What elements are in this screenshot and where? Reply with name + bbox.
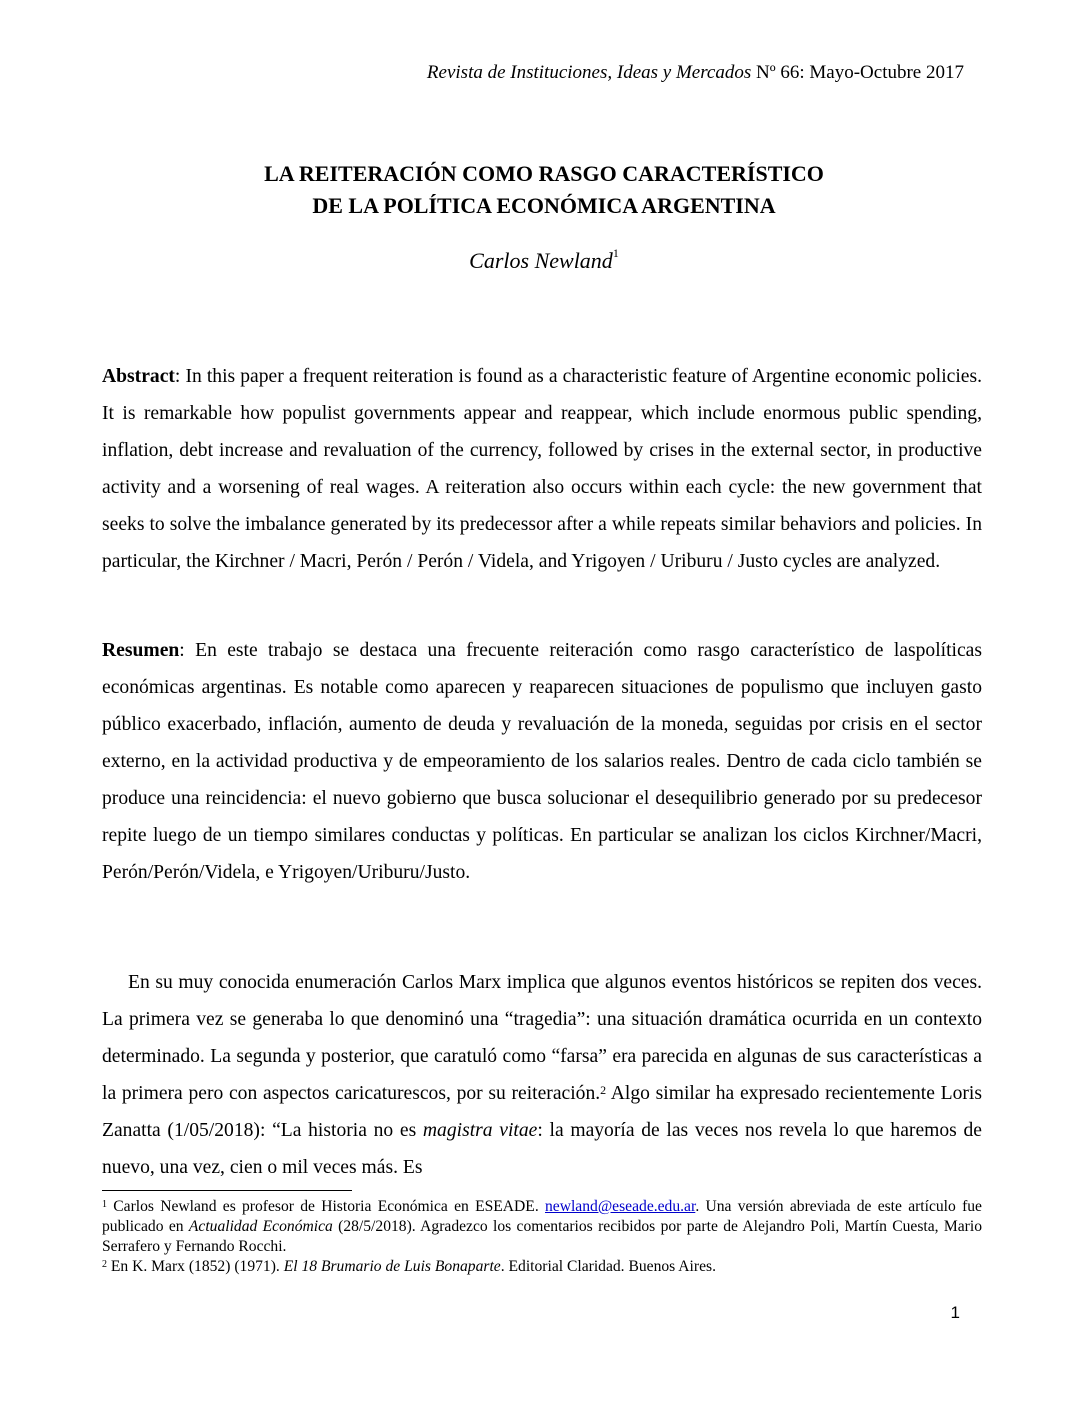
footnote-2-text: En K. Marx (1852) (1971).: [107, 1258, 284, 1275]
issue-info: Nº 66: Mayo-Octubre 2017: [756, 62, 964, 83]
resumen-separator: :: [179, 640, 196, 661]
author-line: [0, 248, 1088, 274]
abstract-text: In this paper a frequent reiteration is found as a characteristic feature of Argentine economic policies. It is remarkable how populist governments appear and reappear, which include enormous public spending, inflation, debt increase and revaluation of the currency, followed by crises in the external sector, in productive activity and a worsening of real wages. A reiteration also occurs within each cycle: the new government that seeks to solve the imbalance generated by its predecessor after a while repeats similar behaviors and policies. In particular, the Kirchner / Macri, Perón / Perón / Videla, and Yrigoyen / Uriburu / Justo cycles are analyzed.: [102, 366, 983, 572]
footnote-1-mark: 1: [102, 1199, 107, 1210]
resumen-paragraph: [102, 632, 982, 891]
email-link[interactable]: newland@eseade.edu.ar: [545, 1198, 696, 1215]
title-line-1: LA REITERACIÓN COMO RASGO CARACTERÍSTICO: [264, 161, 824, 186]
journal-name: Revista de Instituciones, Ideas y Mercados: [426, 62, 752, 83]
footnote-2-mark: 2: [102, 1259, 107, 1270]
footnote-2: [102, 1257, 982, 1277]
footnote-1-text-end: (28/5/2018). Agradezco los comentarios recibidos por parte de Alejandro Poli, Martín Cuesta, Mario Serrafero y Fernando Rocchi.: [102, 1218, 983, 1255]
body-text-3: : la mayoría de las veces nos revela lo que haremos de nuevo, una vez, cien o mil veces más. Es: [102, 1120, 982, 1178]
footnote-1-text-cont: . Una versión abreviada de este artículo fue publicado en: [102, 1198, 982, 1235]
footnotes: [102, 1197, 982, 1277]
body-paragraph: [102, 964, 982, 1186]
running-header: [427, 62, 964, 84]
footnote-1-publication: Actualidad Económica: [188, 1218, 333, 1235]
body-text-1: En su muy conocida enumeración Carlos Marx implica que algunos eventos históricos se repiten dos veces. La primera vez se generaba lo que denominó una “tragedia”: una situación dramática ocurrida en un contexto determinado. La segunda y posterior, que caratuló como “farsa” era parecida en algunas de sus características a la primera pero con aspectos caricaturescos, por su reiteración.: [102, 972, 982, 1104]
footnote-2-book-title: El 18 Brumario de Luis Bonaparte: [283, 1258, 501, 1275]
footnote-1-text: Carlos Newland es profesor de Historia Económica en ESEADE.: [107, 1198, 545, 1215]
title-line-2: DE LA POLÍTICA ECONÓMICA ARGENTINA: [312, 193, 776, 218]
abstract-separator: :: [174, 366, 186, 387]
paper-title: [0, 158, 1088, 222]
resumen-label: Resumen: [102, 640, 180, 661]
author-footnote-mark[interactable]: 1: [612, 246, 619, 260]
body-footnote-mark[interactable]: 2: [600, 1083, 607, 1097]
body-italic-phrase: magistra vitae: [422, 1120, 538, 1141]
footnote-2-text-end: . Editorial Claridad. Buenos Aires.: [500, 1258, 716, 1275]
abstract-paragraph: [102, 358, 982, 580]
footnote-1: [102, 1197, 982, 1257]
resumen-text: En este trabajo se destaca una frecuente reiteración como rasgo característico de laspolíticas económicas argentinas. Es notable como aparecen y reaparecen situaciones de populismo que incluyen gasto público exacerbado, inflación, aumento de deuda y revaluación de la moneda, seguidas por crisis en el sector externo, en la actividad productiva y de empeoramiento de los salarios reales. Dentro de cada ciclo también se produce una reincidencia: el nuevo gobierno que busca solucionar el desequilibrio generado por su predecesor repite luego de un tiempo similares conductas y políticas. En particular se analizan los ciclos Kirchner/Macri, Perón/Perón/Videla, e Yrigoyen/Uriburu/Justo.: [102, 640, 983, 883]
body-text-2: Algo similar ha expresado recientemente Loris Zanatta (1/05/2018): “La historia no es: [102, 1083, 982, 1141]
abstract-label: Abstract: [102, 366, 175, 387]
footnote-separator: [102, 1190, 352, 1191]
page-number: 1: [950, 1303, 960, 1322]
author-name: Carlos Newland: [469, 248, 613, 273]
